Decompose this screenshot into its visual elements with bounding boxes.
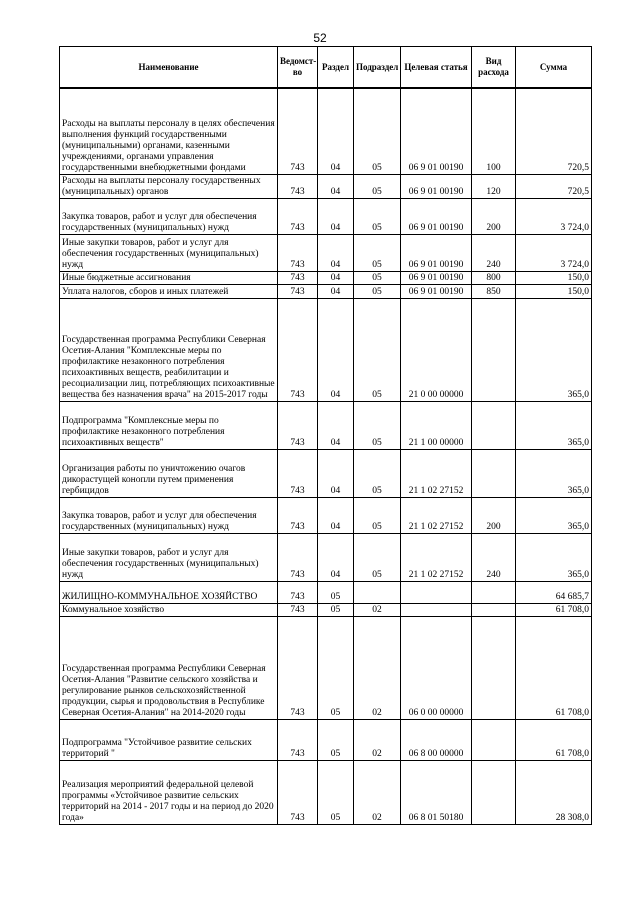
cell-dept: 743 [278,581,318,603]
cell-sum: 150,0 [516,271,592,284]
cell-section: 05 [318,603,354,616]
header-target: Целевая статья [401,47,472,89]
cell-name: Подпрограмма "Комплексные меры по профилактике незаконного потребления психоактивных веществ" [60,401,278,449]
cell-name: Реализация мероприятий федеральной целевой программы «Устойчивое развитие сельских территорий на 2014 - 2017 годы и на период до 2020 года» [60,760,278,824]
cell-section: 04 [318,401,354,449]
header-dept: Ведомст-во [278,47,318,89]
cell-dept: 743 [278,616,318,719]
cell-target: 06 9 01 00190 [401,271,472,284]
cell-name: Иные закупки товаров, работ и услуг для обеспечения государственных (муниципальных) нужд [60,234,278,271]
cell-section: 05 [318,581,354,603]
cell-exptype: 850 [472,284,516,298]
table-row [60,234,592,271]
cell-section: 05 [318,719,354,760]
cell-sum: 61 708,0 [516,616,592,719]
cell-target: 06 9 01 00190 [401,174,472,198]
cell-sum: 3 724,0 [516,234,592,271]
cell-subsection: 05 [354,198,401,234]
cell-subsection: 05 [354,284,401,298]
cell-sum: 3 724,0 [516,198,592,234]
cell-dept: 743 [278,449,318,497]
cell-dept: 743 [278,271,318,284]
cell-exptype: 240 [472,533,516,581]
cell-name: Иные бюджетные ассигнования [60,271,278,284]
cell-exptype [472,449,516,497]
cell-exptype: 100 [472,88,516,174]
cell-dept: 743 [278,284,318,298]
table-header [60,47,592,89]
cell-sum: 720,5 [516,174,592,198]
header-exptype: Вид расхода [472,47,516,89]
table-row [60,497,592,533]
table-row [60,449,592,497]
cell-target: 06 9 01 00190 [401,234,472,271]
cell-dept: 743 [278,88,318,174]
cell-name: ЖИЛИЩНО-КОММУНАЛЬНОЕ ХОЗЯЙСТВО [60,581,278,603]
cell-sum: 365,0 [516,298,592,401]
header-section: Раздел [318,47,354,89]
budget-table [59,46,592,825]
cell-dept: 743 [278,760,318,824]
cell-section: 04 [318,174,354,198]
cell-exptype [472,603,516,616]
cell-exptype [472,581,516,603]
cell-sum: 28 308,0 [516,760,592,824]
cell-name: Организация работы по уничтожению очагов дикорастущей конопли путем применения гербицидов [60,449,278,497]
cell-name: Закупка товаров, работ и услуг для обеспечения государственных (муниципальных) нужд [60,198,278,234]
table-row [60,760,592,824]
header-subsection: Подраздел [354,47,401,89]
cell-subsection [354,581,401,603]
cell-dept: 743 [278,497,318,533]
cell-dept: 743 [278,719,318,760]
cell-target [401,603,472,616]
cell-section: 04 [318,271,354,284]
cell-exptype: 120 [472,174,516,198]
cell-section: 05 [318,616,354,719]
cell-subsection: 05 [354,88,401,174]
cell-exptype: 800 [472,271,516,284]
cell-sum: 720,5 [516,88,592,174]
cell-subsection: 05 [354,234,401,271]
table-row [60,271,592,284]
header-name: Наименование [60,47,278,89]
table-row [60,603,592,616]
cell-subsection: 05 [354,174,401,198]
cell-exptype: 200 [472,198,516,234]
cell-exptype [472,760,516,824]
cell-name: Закупка товаров, работ и услуг для обеспечения государственных (муниципальных) нужд [60,497,278,533]
cell-name: Государственная программа Республики Северная Осетия-Алания "Развитие сельского хозяйства и регулирование рынков сельскохозяйственной продукции, сырья и продовольствия в Республике Северная Осетия-Алания" на 2014-2020 годы [60,616,278,719]
cell-dept: 743 [278,401,318,449]
cell-sum: 365,0 [516,533,592,581]
cell-target: 21 1 02 27152 [401,449,472,497]
cell-exptype [472,401,516,449]
header-sum: Сумма [516,47,592,89]
cell-target: 06 8 00 00000 [401,719,472,760]
cell-target: 06 9 01 00190 [401,88,472,174]
cell-exptype [472,298,516,401]
cell-sum: 150,0 [516,284,592,298]
cell-target [401,581,472,603]
cell-section: 04 [318,497,354,533]
cell-name: Расходы на выплаты персоналу государственных (муниципальных) органов [60,174,278,198]
cell-dept: 743 [278,234,318,271]
cell-name: Коммунальное хозяйство [60,603,278,616]
cell-name: Расходы на выплаты персоналу в целях обеспечения выполнения функций государственными (муниципальными) органами, казенными учреждениями, органами управления государственными внебюджетными фондами [60,88,278,174]
table-row [60,581,592,603]
table-row [60,298,592,401]
table-row [60,401,592,449]
cell-dept: 743 [278,174,318,198]
cell-name: Государственная программа Республики Северная Осетия-Алания "Комплексные меры по профилактике незаконного потребления психоактивных веществ, реабилитации и ресоциализации лиц, потребляющих психоактивные вещества без назначения врача" на 2015-2017 годы [60,298,278,401]
cell-dept: 743 [278,298,318,401]
cell-subsection: 05 [354,298,401,401]
cell-section: 04 [318,298,354,401]
cell-sum: 61 708,0 [516,603,592,616]
cell-subsection: 02 [354,760,401,824]
cell-exptype: 200 [472,497,516,533]
table-row [60,533,592,581]
table-body [60,88,592,824]
cell-target: 21 1 02 27152 [401,497,472,533]
cell-name: Уплата налогов, сборов и иных платежей [60,284,278,298]
cell-target: 06 0 00 00000 [401,616,472,719]
table-row [60,719,592,760]
cell-section: 05 [318,760,354,824]
cell-target: 06 9 01 00190 [401,284,472,298]
cell-subsection: 02 [354,616,401,719]
cell-name: Иные закупки товаров, работ и услуг для обеспечения государственных (муниципальных) нужд [60,533,278,581]
cell-subsection: 05 [354,533,401,581]
cell-exptype: 240 [472,234,516,271]
cell-subsection: 02 [354,719,401,760]
cell-dept: 743 [278,603,318,616]
cell-exptype [472,719,516,760]
cell-section: 04 [318,284,354,298]
cell-subsection: 02 [354,603,401,616]
cell-subsection: 05 [354,449,401,497]
cell-target: 06 8 01 50180 [401,760,472,824]
cell-section: 04 [318,198,354,234]
cell-target: 06 9 01 00190 [401,198,472,234]
cell-exptype [472,616,516,719]
cell-section: 04 [318,234,354,271]
cell-section: 04 [318,533,354,581]
cell-sum: 365,0 [516,497,592,533]
cell-sum: 365,0 [516,401,592,449]
cell-sum: 365,0 [516,449,592,497]
table-row [60,198,592,234]
table-row [60,616,592,719]
cell-subsection: 05 [354,401,401,449]
cell-sum: 64 685,7 [516,581,592,603]
table-row [60,174,592,198]
cell-section: 04 [318,88,354,174]
cell-target: 21 1 02 27152 [401,533,472,581]
cell-sum: 61 708,0 [516,719,592,760]
cell-subsection: 05 [354,271,401,284]
cell-target: 21 1 00 00000 [401,401,472,449]
cell-name: Подпрограмма "Устойчивое развитие сельских территорий " [60,719,278,760]
table-row [60,88,592,174]
cell-section: 04 [318,449,354,497]
cell-dept: 743 [278,198,318,234]
table-row [60,284,592,298]
page-number: 52 [313,31,327,45]
cell-dept: 743 [278,533,318,581]
cell-subsection: 05 [354,497,401,533]
cell-target: 21 0 00 00000 [401,298,472,401]
